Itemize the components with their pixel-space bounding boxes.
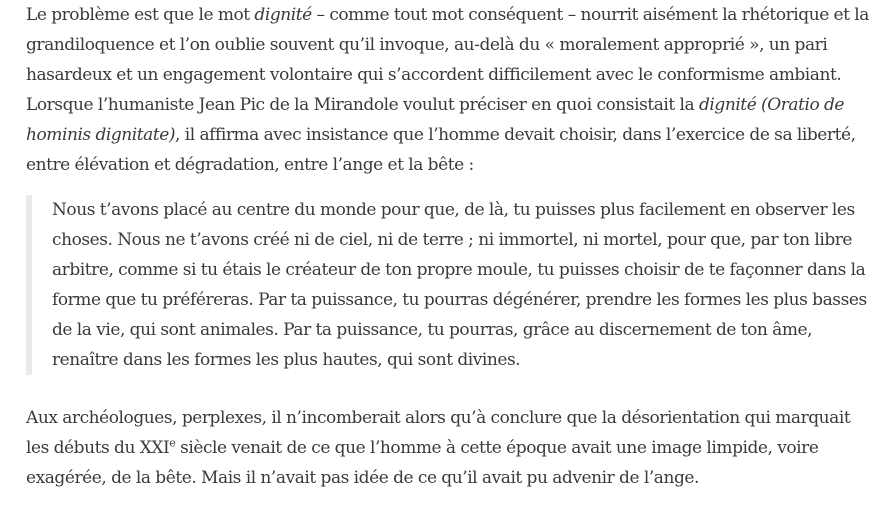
paragraph-intro-italic-dignite: dignité [254, 5, 312, 25]
paragraph-intro [26, 0, 872, 180]
paragraph-intro-text-2: – comme tout mot conséquent – nourrit aisément la rhétorique et la grandiloquence et l’on oublie souvent qu’il invoque, au-delà du « moralement approprié », un pari hasardeux et un engagement volontaire qui s’accordent difficilement avec le conformisme ambiant. Lorsque l’humaniste Jean Pic de la Mirandole voulut préciser en quoi consistait la [26, 5, 869, 115]
paragraph-conclusion [26, 403, 872, 493]
paragraph-intro-text-3: , il affirma avec insistance que l’homme devait choisir, dans l’exercice de sa liberté, entre élévation et dégradation, entre l’ange et la bête : [26, 125, 856, 175]
century-superscript: e [169, 436, 176, 450]
paragraph-intro-italic-oratio: dignité (Oratio de hominis dignitate) [26, 95, 845, 145]
blockquote-pic-de-la-mirandole [26, 195, 878, 375]
paragraph-conclusion-text-2: siècle venait de ce que l’homme à cette époque avait une image limpide, voire exagérée, de la bête. Mais il n’avait pas idée de ce qu’il avait pu advenir de l’ange. [26, 438, 819, 488]
paragraph-intro-text-1: Le problème est que le mot [26, 5, 255, 25]
paragraph-conclusion-text-1: Aux archéologues, perplexes, il n’incomberait alors qu’à conclure que la désorientation qui marquait les débuts du XXI [26, 408, 851, 458]
blockquote-text: Nous t’avons placé au centre du monde pour que, de là, tu puisses plus facilement en observer les choses. Nous ne t’avons créé ni de ciel, ni de terre ; ni immortel, ni mortel, pour que, par ton libre arbitre, comme si tu étais le créateur de ton propre moule, tu puisses choisir de te façonner dans la forme que tu préféreras. Par ta puissance, tu pourras dégénérer, prendre les formes les plus basses de la vie, qui sont animales. Par ta puissance, tu pourras, grâce au discernement de ton âme, renaître dans les formes les plus hautes, qui sont divines. [52, 200, 867, 370]
